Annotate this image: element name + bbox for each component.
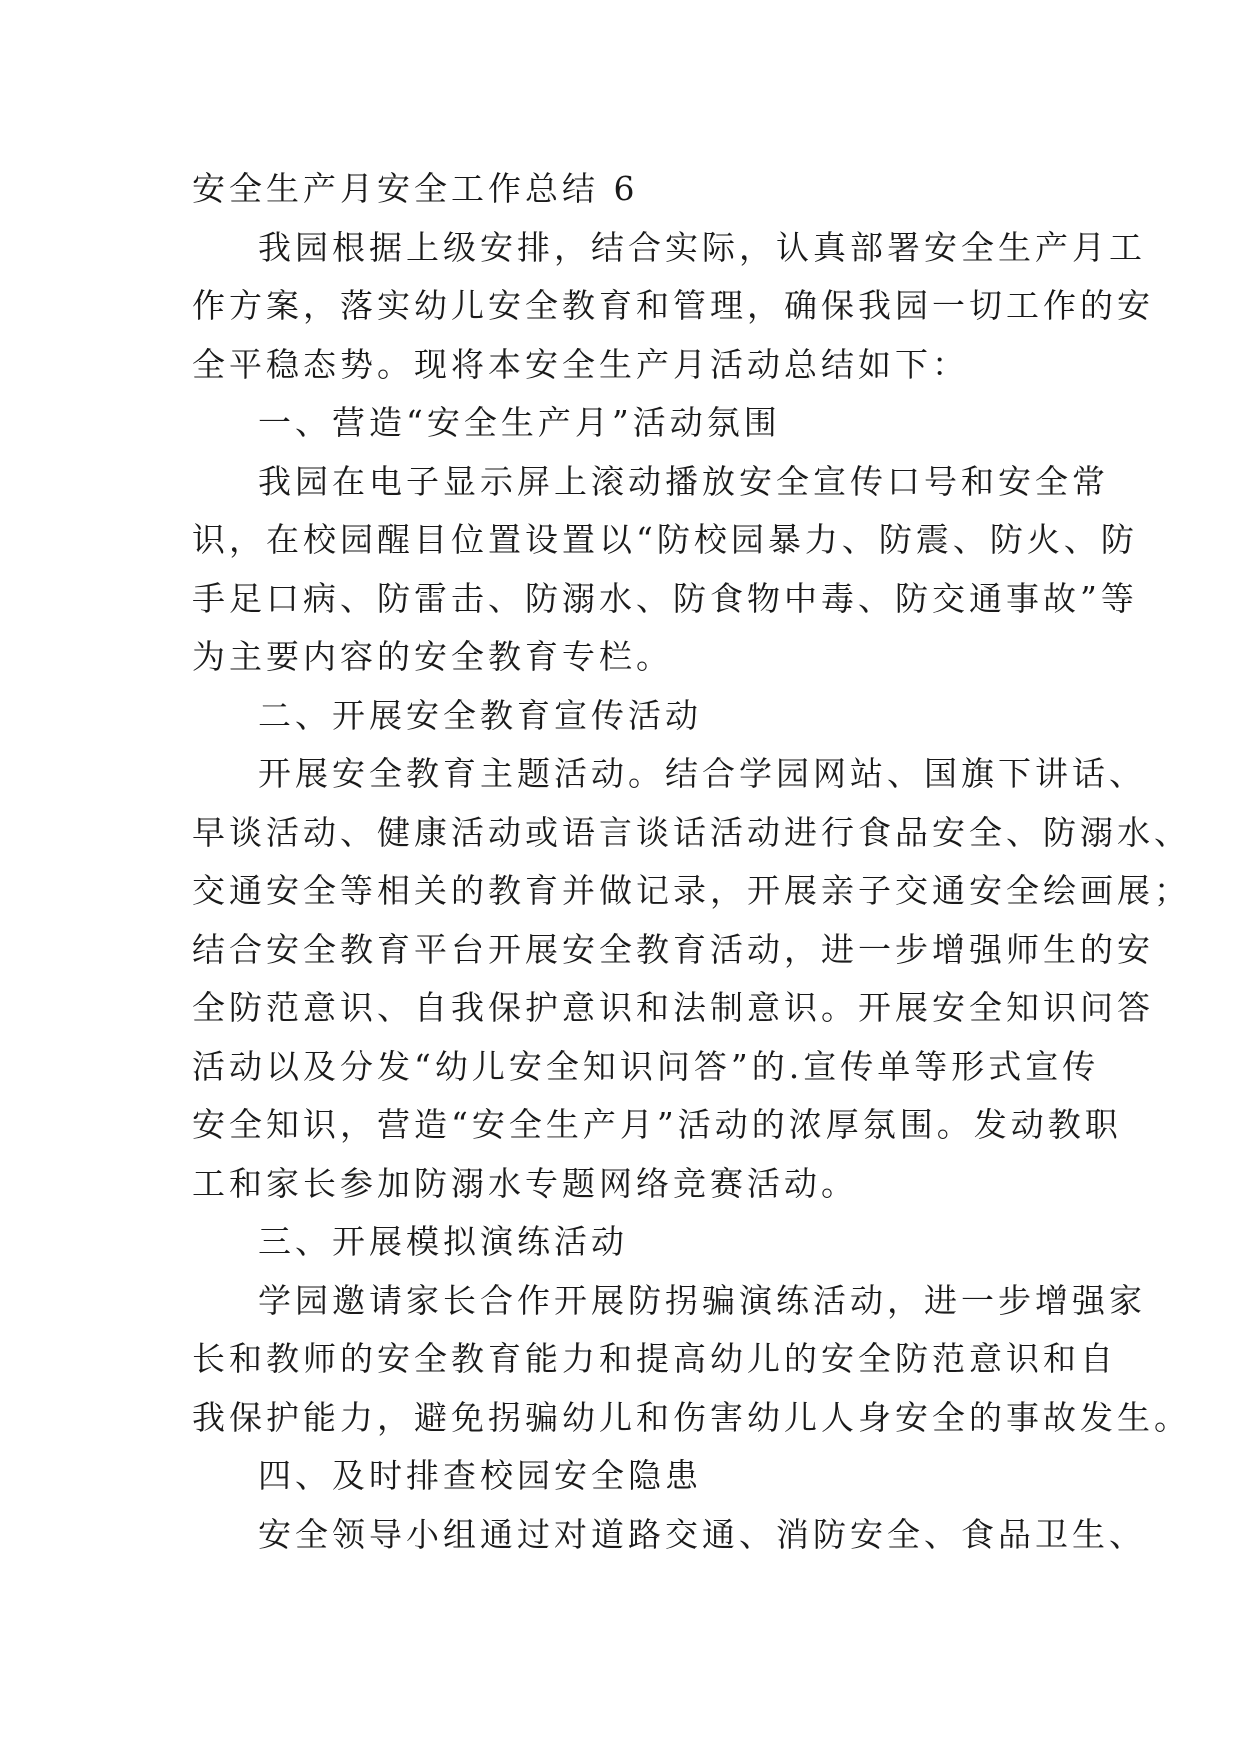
paragraph-line: 工和家长参加防溺水专题网络竞赛活动。 xyxy=(192,1163,858,1203)
paragraph-line: 为主要内容的安全教育专栏。 xyxy=(192,637,673,676)
paragraph-line: 安全知识，营造“安全生产月”活动的浓厚氛围。发动教职 xyxy=(192,1105,1122,1144)
paragraph-line: 早谈活动、健康活动或语言谈话活动进行食品安全、防溺水、 xyxy=(192,812,1191,852)
paragraph-line: 全防范意识、自我保护意识和法制意识。开展安全知识问答 xyxy=(192,988,1154,1027)
paragraph-line: 我园在电子显示屏上滚动播放安全宣传口号和安全常 xyxy=(258,461,1109,501)
paragraph-line: 作方案，落实幼儿安全教育和管理，确保我园一切工作的安 xyxy=(192,286,1154,325)
paragraph-line: 安全领导小组通过对道路交通、消防安全、食品卫生、 xyxy=(258,1514,1146,1554)
document-body xyxy=(192,160,1191,1564)
paragraph-line: 我保护能力，避免拐骗幼儿和伤害幼儿人身安全的事故发生。 xyxy=(192,1397,1191,1437)
paragraph-line: 学园邀请家长合作开展防拐骗演练活动，进一步增强家 xyxy=(258,1280,1146,1320)
paragraph-line: 长和教师的安全教育能力和提高幼儿的安全防范意识和自 xyxy=(192,1339,1117,1378)
section-heading: 二、开展安全教育宣传活动 xyxy=(258,695,702,735)
paragraph-line: 手足口病、防雷击、防溺水、防食物中毒、防交通事故”等 xyxy=(192,578,1138,618)
document-title: 安全生产月安全工作总结 6 xyxy=(192,169,639,208)
section-heading: 三、开展模拟演练活动 xyxy=(258,1222,628,1261)
paragraph-line: 我园根据上级安排，结合实际，认真部署安全生产月工 xyxy=(258,227,1146,267)
paragraph-line: 开展安全教育主题活动。结合学园网站、国旗下讲话、 xyxy=(258,754,1146,793)
paragraph-line: 交通安全等相关的教育并做记录，开展亲子交通安全绘画展； xyxy=(192,871,1191,910)
paragraph-line: 活动以及分发“幼儿安全知识问答”的.宣传单等形式宣传 xyxy=(192,1046,1100,1086)
paragraph-line: 全平稳态势。现将本安全生产月活动总结如下： xyxy=(192,344,969,384)
paragraph-line: 结合安全教育平台开展安全教育活动，进一步增强师生的安 xyxy=(192,929,1154,969)
paragraph-line: 识，在校园醒目位置设置以“防校园暴力、防震、防火、防 xyxy=(192,520,1138,559)
section-heading: 一、营造“安全生产月”活动氛围 xyxy=(258,403,781,442)
section-heading: 四、及时排查校园安全隐患 xyxy=(258,1456,702,1495)
